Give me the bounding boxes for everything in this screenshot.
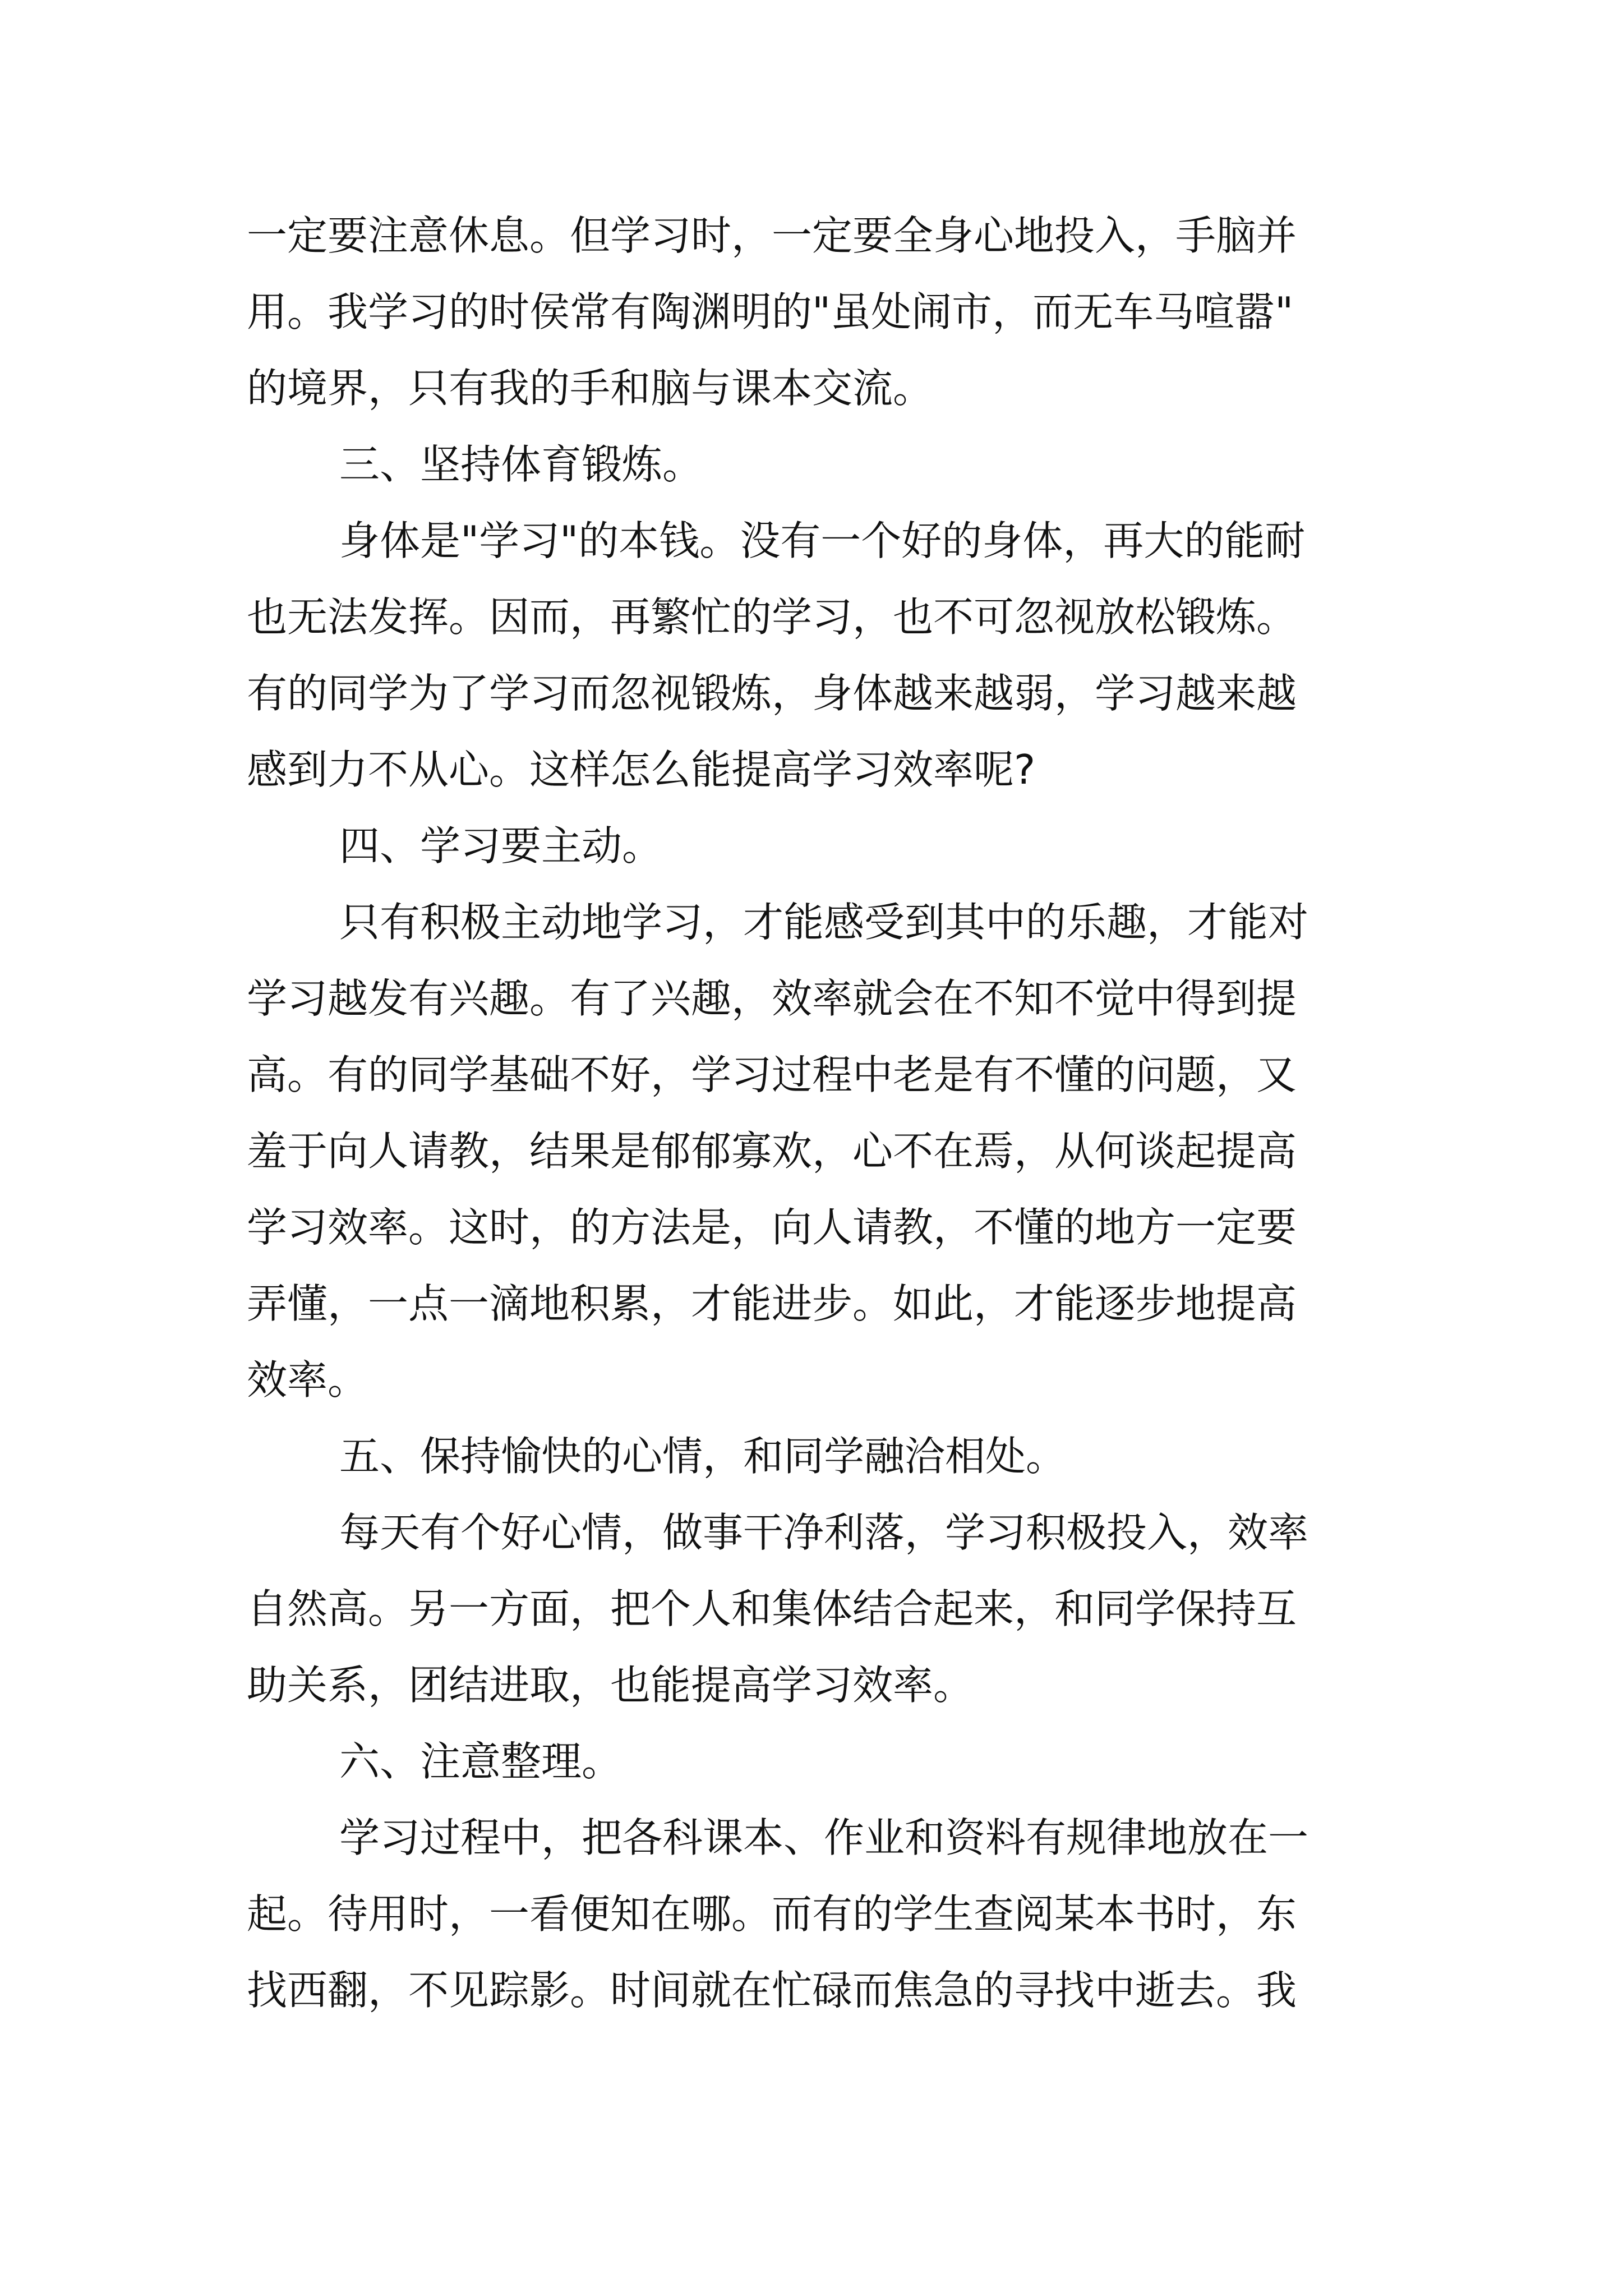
paragraph-line: 高。有的同学基础不好，学习过程中老是有不懂的问题，又 xyxy=(247,1051,1297,1098)
paragraph-line: 的境界，只有我的手和脑与课本交流。 xyxy=(247,365,934,412)
paragraph-line: 羞于向人请教，结果是郁郁寡欢，心不在焉，从何谈起提高 xyxy=(247,1128,1297,1175)
paragraph-line: 学习效率。这时，的方法是，向人请教，不懂的地方一定要 xyxy=(247,1204,1297,1251)
paragraph-line: 感到力不从心。这样怎么能提高学习效率呢? xyxy=(247,746,1036,793)
paragraph-line: 有的同学为了学习而忽视锻炼，身体越来越弱，学习越来越 xyxy=(247,670,1297,717)
paragraph-line: 也无法发挥。因而，再繁忙的学习，也不可忽视放松锻炼。 xyxy=(247,593,1297,641)
paragraph-line: 身体是"学习"的本钱。没有一个好的身体，再大的能耐 xyxy=(339,517,1306,564)
section-heading: 四、学习要主动。 xyxy=(339,822,663,869)
paragraph-line: 效率。 xyxy=(247,1356,368,1404)
paragraph-line: 一定要注意休息。但学习时，一定要全身心地投入，手脑并 xyxy=(247,212,1297,259)
paragraph-line: 助关系，团结进取，也能提高学习效率。 xyxy=(247,1662,974,1709)
paragraph-line: 每天有个好心情，做事干净利落，学习积极投入，效率 xyxy=(339,1509,1309,1556)
paragraph-line: 只有积极主动地学习，才能感受到其中的乐趣，才能对 xyxy=(339,899,1309,946)
section-heading: 三、坚持体育锻炼。 xyxy=(339,441,703,488)
paragraph-line: 学习越发有兴趣。有了兴趣，效率就会在不知不觉中得到提 xyxy=(247,975,1297,1022)
paragraph-line: 用。我学习的时侯常有陶渊明的"虽处闹市，而无车马喧嚣" xyxy=(247,288,1294,335)
paragraph-line: 弄懂，一点一滴地积累，才能进步。如此，才能逐步地提高 xyxy=(247,1280,1297,1327)
paragraph-line: 起。待用时，一看便知在哪。而有的学生查阅某本书时，东 xyxy=(247,1890,1297,1938)
section-heading: 五、保持愉快的心情，和同学融洽相处。 xyxy=(339,1433,1067,1480)
paragraph-line: 学习过程中，把各科课本、作业和资料有规律地放在一 xyxy=(339,1814,1309,1861)
paragraph-line: 自然高。另一方面，把个人和集体结合起来，和同学保持互 xyxy=(247,1585,1297,1632)
paragraph-line: 找西翻，不见踪影。时间就在忙碌而焦急的寻找中逝去。我 xyxy=(247,1967,1297,2014)
section-heading: 六、注意整理。 xyxy=(339,1738,623,1785)
